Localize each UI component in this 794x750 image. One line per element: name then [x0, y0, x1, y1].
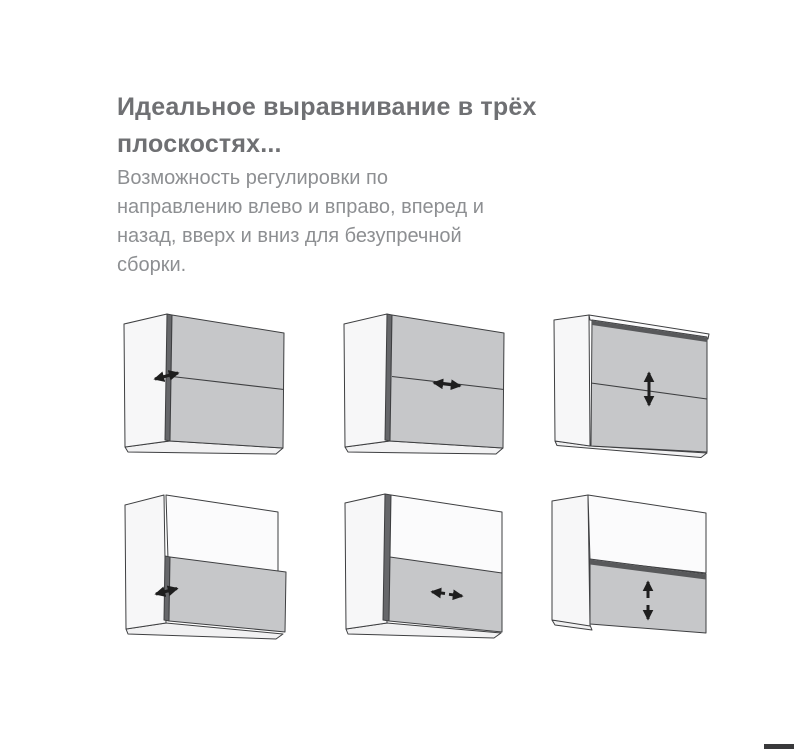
- intro-paragraph: [117, 164, 577, 280]
- partial-dark-element: [764, 744, 794, 749]
- intro-paragraph-line-1: Возможность регулировки по: [117, 167, 388, 189]
- cabinet-two-doors-depth-adjustment-diagram: [115, 305, 305, 465]
- intro-paragraph-line-2: направлению влево и вправо, вперед и: [117, 196, 484, 218]
- cabinet-flap-door-depth-adjustment-diagram: [115, 485, 305, 645]
- cabinet-two-doors-vertical-adjustment-diagram: [548, 305, 738, 465]
- page-title-line-1: Идеальное выравнивание в трёх: [117, 92, 537, 121]
- page-title-line-2: плоскостях...: [117, 129, 282, 158]
- page-title: [117, 89, 637, 163]
- intro-paragraph-line-3: назад, вверх и вниз для безупречной: [117, 225, 462, 247]
- cabinet-flap-door-vertical-adjustment-diagram: [548, 485, 738, 645]
- intro-paragraph-line-4: сборки.: [117, 254, 187, 276]
- cabinet-flap-door-horizontal-adjustment-diagram: [335, 485, 525, 645]
- cabinet-two-doors-horizontal-adjustment-diagram: [335, 305, 525, 465]
